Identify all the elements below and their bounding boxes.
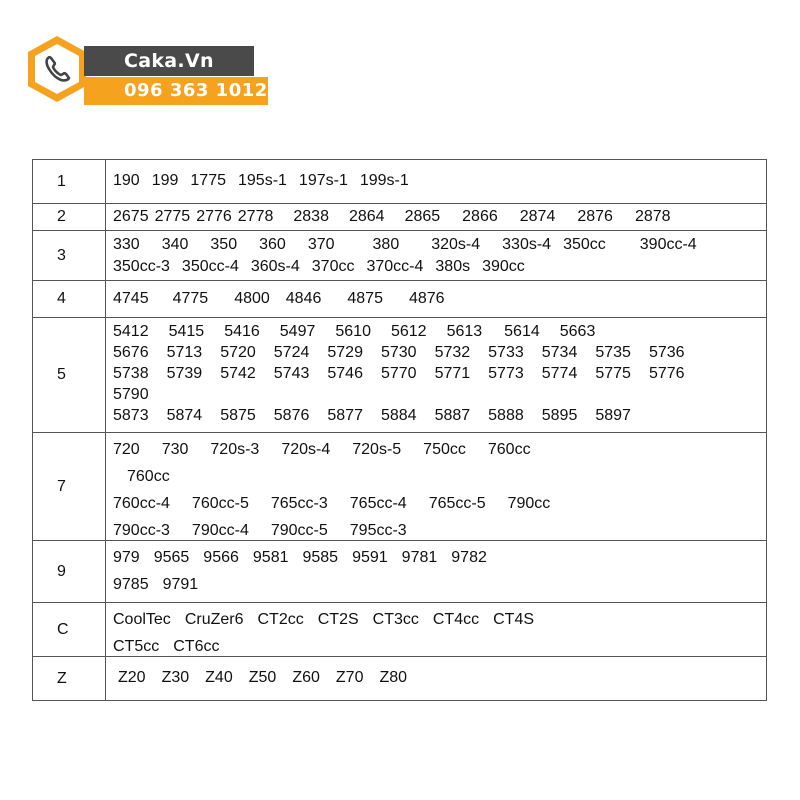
value-line (113, 170, 766, 192)
row-values (106, 160, 766, 203)
model-code: 9782 (451, 549, 487, 566)
model-code: 4876 (408, 290, 445, 307)
row-values (106, 204, 766, 230)
model-code: 790cc-5 (270, 522, 328, 539)
model-code: 5720 (220, 344, 256, 361)
model-code: CT3cc (372, 611, 419, 628)
model-code: 2878 (634, 208, 671, 225)
model-code: 760cc (487, 441, 531, 458)
row-key: 2 (33, 204, 106, 230)
model-code: 4775 (172, 290, 209, 307)
model-code: 9781 (401, 549, 438, 566)
model-code: 2675 (113, 208, 149, 225)
row-key: 3 (33, 231, 106, 280)
model-code: 5888 (488, 407, 524, 424)
model-code: 9565 (153, 549, 190, 566)
row-key: 9 (33, 541, 106, 602)
model-code: Z80 (379, 669, 408, 686)
model-code: 1775 (190, 172, 226, 189)
table-row (33, 203, 766, 230)
phone-number: 096 363 1012 (84, 77, 268, 105)
model-code: CT2S (317, 611, 359, 628)
model-code: 4800 (234, 290, 270, 307)
model-code: 5774 (541, 365, 578, 382)
value-line (113, 256, 766, 278)
model-code: 5887 (434, 407, 471, 424)
value-line (113, 633, 766, 660)
model-code: 390cc (482, 258, 525, 275)
row-key: Z (33, 657, 106, 700)
model-code: 190 (113, 172, 140, 189)
table-row (33, 540, 766, 602)
model-code: 370cc (311, 258, 355, 275)
model-code: 5877 (327, 407, 363, 424)
row-values (106, 603, 766, 656)
model-code: 9791 (162, 576, 199, 593)
model-code: 380 (372, 236, 400, 253)
row-values (106, 541, 766, 602)
model-code: 5790 (113, 386, 149, 403)
model-code: CoolTec (113, 611, 171, 628)
model-code: 5743 (273, 365, 310, 382)
model-code: 4745 (113, 290, 149, 307)
model-code: 2874 (519, 208, 556, 225)
model-code: 350cc (563, 236, 606, 253)
model-code: Z40 (205, 669, 233, 686)
row-values (106, 231, 766, 280)
model-code: 5875 (220, 407, 256, 424)
model-code: 795cc-3 (349, 522, 407, 539)
model-code: 720 (113, 441, 140, 458)
model-code: 790cc (507, 495, 551, 512)
model-code: 2838 (293, 208, 329, 225)
model-code: 2876 (577, 208, 613, 225)
table-row (33, 656, 766, 700)
model-code: 5739 (166, 365, 203, 382)
value-line (113, 436, 766, 463)
model-code: 760cc-4 (113, 495, 170, 512)
model-code: 197s-1 (298, 172, 348, 189)
model-code: CT6cc (173, 638, 220, 655)
model-code: 720s-3 (210, 441, 260, 458)
model-code: 5876 (273, 407, 310, 424)
model-code: 360s-4 (250, 258, 300, 275)
model-code: 2775 (154, 208, 191, 225)
model-code: 765cc-3 (270, 495, 328, 512)
model-code: 790cc-3 (113, 522, 170, 539)
model-code: Z30 (161, 669, 190, 686)
model-code: 5610 (335, 323, 371, 340)
table-row (33, 317, 766, 432)
model-code: 380s (435, 258, 471, 275)
brand-name: Caka.Vn (84, 46, 254, 76)
model-code: 765cc-4 (349, 495, 407, 512)
value-line (113, 544, 766, 571)
value-line (113, 606, 766, 633)
value-line (113, 405, 766, 426)
model-code: Z50 (248, 669, 277, 686)
logo-badge (22, 34, 268, 104)
model-code: 370 (307, 236, 335, 253)
model-code: 5724 (273, 344, 310, 361)
model-code: 2776 (196, 208, 232, 225)
value-line (113, 517, 766, 544)
model-code: 390cc-4 (639, 236, 697, 253)
model-code: 199 (151, 172, 179, 189)
model-code: 765cc-5 (428, 495, 486, 512)
row-key: 5 (33, 318, 106, 432)
table-row (33, 602, 766, 656)
model-code: 320s-4 (431, 236, 481, 253)
model-code: 5497 (279, 323, 316, 340)
table-row (33, 432, 766, 540)
model-code: 5415 (168, 323, 205, 340)
model-code: 790cc-4 (191, 522, 249, 539)
model-code: CruZer6 (184, 611, 244, 628)
model-code: 5730 (380, 344, 417, 361)
model-code: 5775 (595, 365, 631, 382)
value-line (113, 363, 766, 384)
model-code: 340 (161, 236, 189, 253)
model-code: 5713 (166, 344, 203, 361)
model-code: 2866 (462, 208, 498, 225)
model-code: 760cc (127, 468, 170, 485)
value-line (113, 571, 766, 598)
model-code: 5614 (504, 323, 540, 340)
model-code: 5612 (390, 323, 427, 340)
table-row (33, 160, 766, 203)
model-code: 760cc-5 (191, 495, 249, 512)
model-code: 4875 (347, 290, 383, 307)
model-code: CT4cc (432, 611, 480, 628)
model-code: 5738 (113, 365, 149, 382)
row-values (106, 318, 766, 432)
model-code: 330 (113, 236, 140, 253)
model-code: 5771 (434, 365, 471, 382)
model-code: 5773 (488, 365, 524, 382)
model-code: 5776 (648, 365, 685, 382)
table-row (33, 230, 766, 280)
model-code: 195s-1 (238, 172, 287, 189)
row-key: 1 (33, 160, 106, 203)
model-code: 2865 (404, 208, 441, 225)
model-code: Z70 (335, 669, 364, 686)
model-code: 330s-4 (502, 236, 552, 253)
model-code: 979 (113, 549, 140, 566)
model-code: 5735 (595, 344, 631, 361)
model-code: Z60 (292, 669, 320, 686)
value-line (113, 384, 766, 405)
model-code: 4846 (285, 290, 322, 307)
model-code: 5742 (220, 365, 256, 382)
model-code: 5897 (595, 407, 631, 424)
value-line (113, 288, 766, 310)
model-code: 5733 (488, 344, 524, 361)
value-line (113, 321, 766, 342)
model-table (32, 159, 767, 701)
hexagon-logo (22, 34, 92, 104)
value-line (118, 667, 766, 689)
model-code: 2864 (348, 208, 385, 225)
value-line (113, 463, 766, 490)
row-key: 4 (33, 281, 106, 317)
model-code: 199s-1 (359, 172, 409, 189)
model-code: 720s-5 (352, 441, 402, 458)
model-code: 5732 (434, 344, 471, 361)
value-line (113, 342, 766, 363)
model-code: 750cc (423, 441, 466, 458)
model-code: 350cc-3 (113, 258, 170, 275)
model-code: 9585 (302, 549, 339, 566)
row-key: 7 (33, 433, 106, 540)
model-code: 5736 (648, 344, 685, 361)
model-code: 9785 (113, 576, 149, 593)
model-code: 720s-4 (281, 441, 331, 458)
model-code: 5663 (559, 323, 596, 340)
model-code: CT2cc (257, 611, 304, 628)
model-code: 730 (161, 441, 189, 458)
model-code: 5873 (113, 407, 149, 424)
model-code: 5729 (327, 344, 363, 361)
model-code: 9566 (203, 549, 239, 566)
model-code: 5734 (541, 344, 578, 361)
model-code: 5746 (327, 365, 363, 382)
table-row (33, 280, 766, 317)
model-code: 360 (259, 236, 286, 253)
model-code: 350 (210, 236, 238, 253)
model-code: 5412 (113, 323, 149, 340)
row-key: C (33, 603, 106, 656)
value-line (113, 234, 766, 256)
model-code: 9581 (252, 549, 289, 566)
row-values (106, 433, 766, 540)
model-code: 350cc-4 (181, 258, 239, 275)
model-code: CT4S (493, 611, 535, 628)
value-line (113, 206, 766, 228)
model-code: 5416 (224, 323, 260, 340)
model-code: 5770 (380, 365, 417, 382)
row-values (106, 657, 766, 700)
model-code: CT5cc (113, 638, 160, 655)
model-code: 9591 (352, 549, 388, 566)
model-code: 5874 (166, 407, 203, 424)
row-values (106, 281, 766, 317)
model-code: 5884 (380, 407, 417, 424)
model-code: Z20 (118, 669, 146, 686)
model-code: 5676 (113, 344, 149, 361)
model-code: 2778 (237, 208, 274, 225)
model-code: 5613 (446, 323, 483, 340)
value-line (113, 490, 766, 517)
model-code: 5895 (541, 407, 578, 424)
model-code: 370cc-4 (366, 258, 424, 275)
